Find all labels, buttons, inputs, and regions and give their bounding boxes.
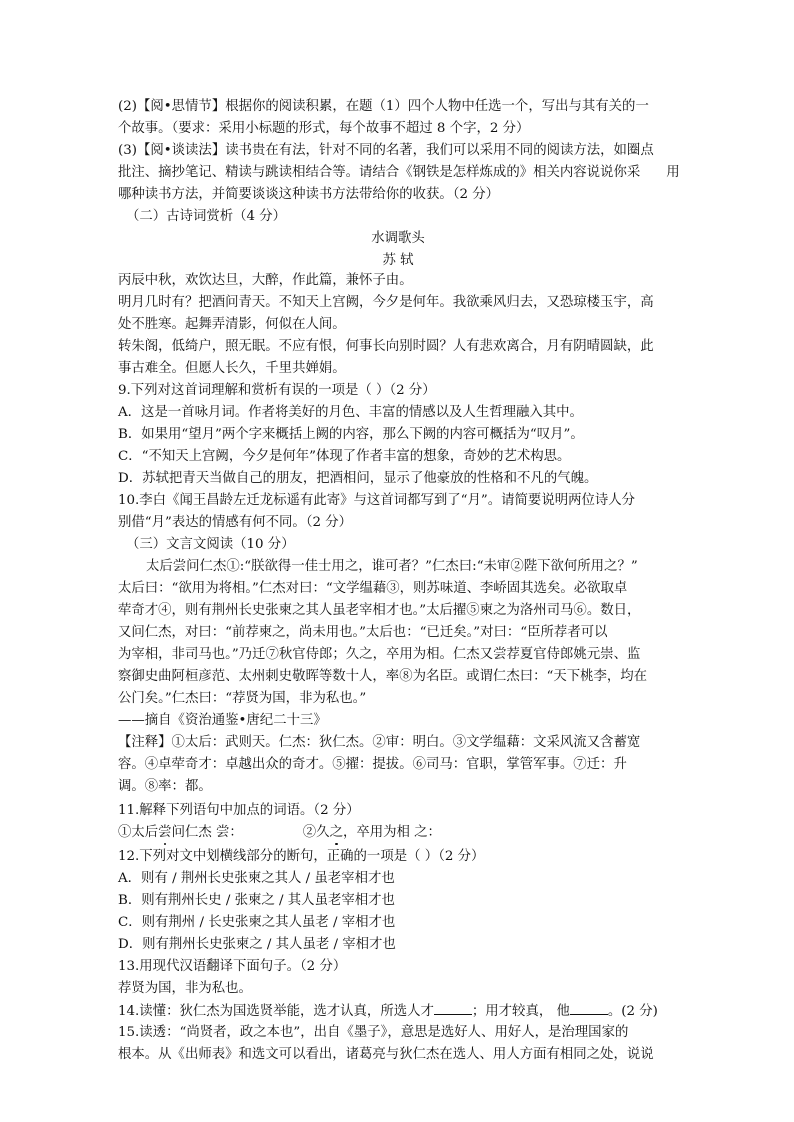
question-12-option-d: D．则有荆州长史张柬之 / 其人虽老 / 宰相才也 <box>118 937 396 952</box>
q14-blank-1[interactable] <box>434 1000 472 1015</box>
question-13-sentence: 荐贤为国，非为私也。 <box>118 981 252 996</box>
section-poetry-heading: （二）古诗词赏析（4 分） <box>126 209 287 224</box>
question-8-2-line-2: 个故事。（要求：采用小标题的形式，每个故事不超过 8 个字，2 分） <box>118 121 530 136</box>
q14-blank-2[interactable] <box>570 1000 608 1015</box>
question-11-items <box>118 822 678 844</box>
question-8-3-line-2-tail: 用 <box>666 165 680 180</box>
classical-text-line-3: 荦奇才④，则有荆州长史张柬之其人虽老宰相才也。”太后擢⑤柬之为洛州司马⑥。数日， <box>118 603 641 618</box>
poem-line-3: 转朱阁，低绮户，照无眠。不应有恨，何事长向别时圆？人有悲欢离合，月有阴晴圆缺，此 <box>118 339 654 354</box>
q11-1-dotted-word: 尝 <box>158 825 172 840</box>
poem-line-4: 事古难全。但愿人长久，千里共婵娟。 <box>118 361 346 376</box>
question-8-2-line-1: (2)【阅•思情节】根据你的阅读积累，在题（1）四个人物中任选一个，写出与其有关的一 <box>118 99 649 114</box>
question-12-option-a: A．则有 / 荆州长史张柬之其人 / 虽老宰相才也 <box>118 871 395 886</box>
question-9-option-d: D．苏轼把青天当做自己的朋友，把酒相问，显示了他豪放的性格和不凡的气魄。 <box>118 471 598 486</box>
question-9-option-b: B．如果用“望月”两个字来概括上阙的内容，那么下阙的内容可概括为“叹月”。 <box>118 427 584 442</box>
question-12: 12.下列对文中划横线部分的断句，正确的一项是（ ）（2 分） <box>118 849 485 864</box>
annotation-line-1: 【注释】①太后：武则天。仁杰：狄仁杰。②审：明白。③文学缊藉：文采风流又含蓄宽 <box>118 735 641 750</box>
question-11-item-2 <box>303 825 441 840</box>
question-12-option-b: B．则有荆州长史 / 张柬之 / 其人虽老宰相才也 <box>118 893 395 908</box>
q11-1-before: ①太后 <box>118 825 159 840</box>
classical-source: ——摘自《资治通鉴•唐纪二十三》 <box>118 713 327 728</box>
question-9-option-c: C．“不知天上宫阙，今夕是何年”体现了作者丰富的想象，奇妙的艺术构思。 <box>118 449 571 464</box>
annotation-line-2: 容。④卓荦奇才：卓越出众的奇才。⑤擢：提拔。⑥司马：官职，掌管军事。⑦迁：升 <box>118 757 627 772</box>
question-8-3-line-2 <box>118 162 678 184</box>
question-11: 11.解释下列语句中加点的词语。（2 分） <box>118 803 360 818</box>
section-classical-heading: （三）文言文阅读（10 分） <box>126 537 295 552</box>
q11-1-after: 问仁杰 尝： <box>171 825 243 840</box>
classical-text-line-1: 太后尝问仁杰①:“朕欲得一佳士用之，谁可者？”仁杰曰:“未审②陛下欲何所用之？” <box>146 559 638 574</box>
classical-text-line-5: 为宰相，非司马也。”乃迁⑦秋官侍郎；久之，卒用为相。仁杰又尝荐夏官侍郎姚元崇、监 <box>118 647 641 662</box>
classical-text-line-2: 太后曰：“欲用为将相。”仁杰对曰：“文学缊藉③，则苏味道、李峤固其选矣。必欲取卓 <box>118 581 628 596</box>
poem-author: 苏 轼 <box>382 253 414 268</box>
poem-line-2: 处不胜寒。起舞弄清影，何似在人间。 <box>118 317 346 332</box>
q14-part-2: ；用才较真， 他 <box>471 1004 570 1019</box>
question-8-3-line-2-text: 批注、摘抄笔记、精读与跳读相结合等。请结合《钢铁是怎样炼成的》相关内容说说你采 <box>118 165 641 180</box>
question-15-line-2: 根本。从《出师表》和选文可以看出，诸葛亮与狄仁杰在选人、用人方面有相同之处，说说 <box>118 1047 654 1062</box>
annotation-line-3: 调。⑧率：都。 <box>118 779 212 794</box>
question-10-line-1: 10.李白《闻王昌龄左迁龙标遥有此寄》与这首词都写到了“月”。请简要说明两位诗人分 <box>118 493 636 508</box>
q14-part-3: 。(2 分) <box>607 1004 658 1019</box>
question-13: 13.用现代汉语翻译下面句子。（2 分） <box>118 959 347 974</box>
poem-preface: 丙辰中秋，欢饮达旦，大醉，作此篇，兼怀子由。 <box>118 273 413 288</box>
question-9: 9.下列对这首词理解和赏析有误的一项是（ ）（2 分） <box>118 383 436 398</box>
question-14 <box>118 1000 678 1022</box>
question-9-option-a: A．这是一首咏月词。作者将美好的月色、丰富的情感以及人生哲理融入其中。 <box>118 405 583 420</box>
classical-text-line-6: 察御史曲阿桓彦范、太州刺史敬晖等数十人，率⑧为名臣。或谓仁杰曰：“天下桃李，均在 <box>118 669 648 684</box>
poem-title: 水调歌头 <box>371 231 425 246</box>
question-12-option-c: C．则有荆州 / 长史张柬之其人虽老 / 宰相才也 <box>118 915 396 930</box>
question-10-line-2: 别借“月”表达的情感有何不同。（2 分） <box>118 515 353 530</box>
q14-part-1: 14.读懂：狄仁杰为国选贤举能，选才认真，所选人才 <box>118 1004 434 1019</box>
classical-text-line-7: 公门矣。”仁杰曰：“荐贤为国，非为私也。” <box>118 691 367 706</box>
classical-text-line-4: 又问仁杰，对曰：“前荐柬之，尚未用也。”太后也：“已迁矣。”对曰：“臣所荐者可以 <box>118 625 608 640</box>
question-8-3-line-3: 哪种读书方法，并简要谈谈这种读书方法带给你的收获。（2 分） <box>118 187 500 202</box>
q11-2-before: ②久 <box>302 825 330 840</box>
poem-line-1: 明月几时有？把酒问青天。不知天上宫阙，今夕是何年。我欲乘风归去，又恐琼楼玉宇，高 <box>118 295 654 310</box>
q11-2-after: ，卒用为相 之： <box>342 825 441 840</box>
question-11-item-1 <box>118 825 243 840</box>
q11-2-dotted-word: 之 <box>329 825 343 840</box>
question-15-line-1: 15.读透：“尚贤者，政之本也”，出自《墨子》，意思是选好人、用好人，是治理国家的 <box>118 1025 629 1040</box>
question-8-3-line-1: (3)【阅•谈读法】读书贵在有法，针对不同的名著，我们可以采用不同的阅读方法，如圈点 <box>118 143 654 158</box>
